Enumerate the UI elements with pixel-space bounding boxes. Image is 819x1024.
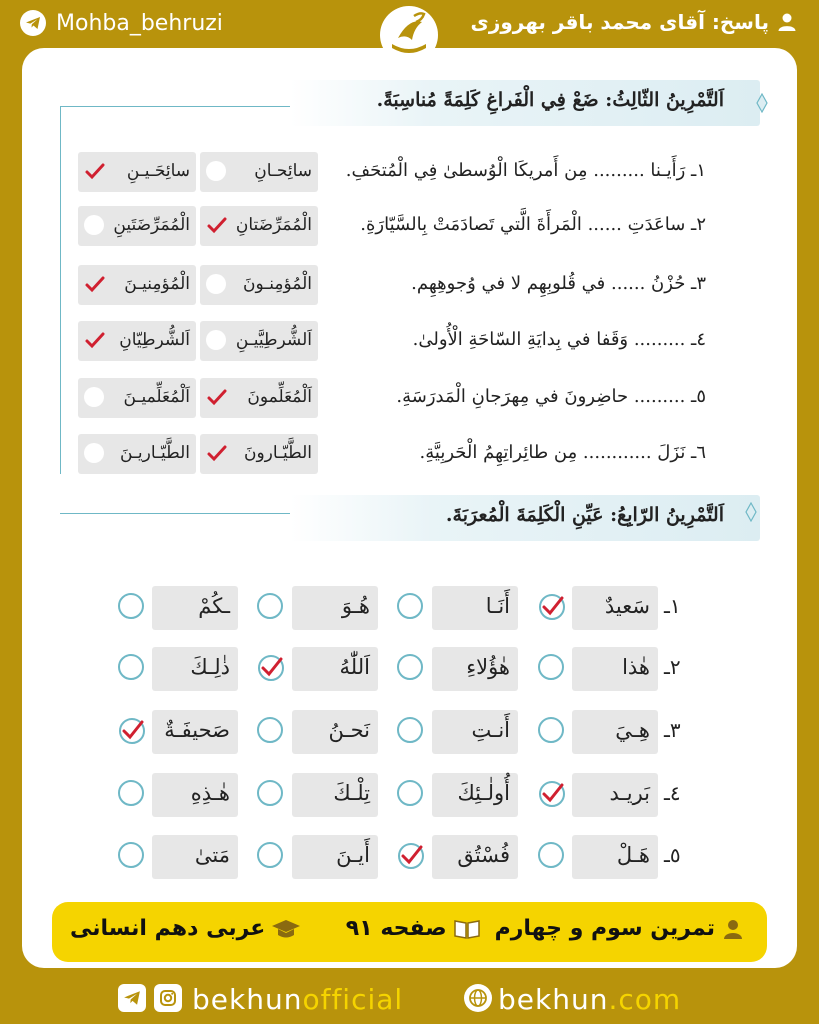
word-box: تِلْـكَ	[292, 773, 378, 817]
word-box: بَريـد	[572, 773, 658, 817]
word-box: اَللّٰهُ	[292, 647, 378, 691]
ex3-option[interactable]: الْمُؤمِنيـنَ	[78, 265, 196, 305]
empty-circle	[206, 274, 226, 294]
empty-circle-icon[interactable]	[538, 842, 564, 868]
ex3-option[interactable]: الطَّيّـاريـنَ	[78, 434, 196, 474]
ex3-option[interactable]: اَلشُّرطِيَّيـنِ	[200, 321, 318, 361]
ex4-row	[0, 835, 819, 879]
section-divider	[60, 106, 61, 474]
empty-circle-icon[interactable]	[118, 593, 144, 619]
empty-circle-icon[interactable]	[257, 593, 283, 619]
row-number: ١ـ	[664, 594, 681, 618]
empty-circle	[84, 443, 104, 463]
answerer-text: پاسخ: آقای محمد باقر بهروزی	[470, 10, 769, 34]
ex3-question: ٣ـ حُزْنُ ...... في قُلوبِهِم لا في وُجوهِهِم.	[411, 273, 706, 294]
section-divider	[60, 513, 290, 514]
ex3-question: ٤ـ ......... وَقَفا في بِدايَةِ السّاحَةِ الْأُولىٰ.	[412, 329, 706, 350]
exercise-4-header	[290, 495, 760, 541]
banner-page: صفحه ۹۱	[345, 916, 447, 941]
check-icon	[206, 214, 228, 236]
ex3-question: ٦ـ نَزَلَ ............ مِن طائِراتِهِمُ الْحَربِيَّةِ.	[419, 442, 706, 463]
telegram-icon	[20, 10, 46, 36]
empty-circle-icon[interactable]	[118, 842, 144, 868]
word-box: سَعيدٌ	[572, 586, 658, 630]
ex3-question: ٥ـ ......... حاضِرونَ في مِهرَجانِ الْمَدرَسَةِ.	[396, 386, 706, 407]
row-number: ٢ـ	[664, 655, 681, 679]
row-number: ٤ـ	[664, 781, 681, 805]
ex4-row	[0, 710, 819, 754]
word-box: مَتىٰ	[152, 835, 238, 879]
word-box: أَنـتِ	[432, 710, 518, 754]
empty-circle	[84, 387, 104, 407]
row-number: ٥ـ	[664, 843, 681, 867]
social-handle[interactable]: bekhunofficial	[192, 983, 404, 1016]
word-box: أَنَـا	[432, 586, 518, 630]
checked-circle-icon[interactable]	[538, 593, 566, 621]
ex4-row	[0, 773, 819, 817]
ex4-row	[0, 647, 819, 691]
checked-circle-icon[interactable]	[257, 654, 285, 682]
word-box: هَـلْ	[572, 835, 658, 879]
word-box: ذٰلِـكَ	[152, 647, 238, 691]
empty-circle-icon[interactable]	[257, 842, 283, 868]
word-box: هِـيَ	[572, 710, 658, 754]
instagram-icon[interactable]	[154, 984, 182, 1012]
ex3-option[interactable]: سائِحَـيـنِ	[78, 152, 196, 192]
word-box: هٰذا	[572, 647, 658, 691]
telegram-handle[interactable]	[20, 10, 223, 36]
ex3-question: ٢ـ ساعَدَتِ ...... الْمَرأَةَ الَّتي تَصادَمَتْ بِالسَّيّارَةِ.	[360, 214, 706, 235]
globe-icon[interactable]	[464, 984, 492, 1012]
student-icon	[721, 917, 745, 941]
word-box: أَيـنَ	[292, 835, 378, 879]
empty-circle	[84, 215, 104, 235]
check-icon	[206, 386, 228, 408]
answerer	[471, 10, 798, 34]
empty-circle-icon[interactable]	[397, 654, 423, 680]
footer	[0, 975, 819, 1024]
handle-text: Mohba_behruzi	[56, 10, 223, 36]
ex4-row	[0, 586, 819, 630]
user-icon	[777, 12, 797, 32]
ex3-option[interactable]: اَلْمُعَلِّميـنَ	[78, 378, 196, 418]
word-box: فُسْتُق	[432, 835, 518, 879]
check-icon	[84, 273, 106, 295]
exercise-3-header	[290, 80, 760, 126]
section-divider	[60, 106, 290, 107]
ex3-row	[78, 378, 706, 418]
empty-circle-icon[interactable]	[538, 654, 564, 680]
ex3-row	[78, 265, 706, 305]
word-box: صَحيفَـةٌ	[152, 710, 238, 754]
word-box: ـكُمْ	[152, 586, 238, 630]
empty-circle-icon[interactable]	[118, 780, 144, 806]
exercise-4-title: اَلتَّمْرِينُ الرّابِعُ: عَيِّنِ الْكَلِمَةَ الْمُعرَبَةَ.	[445, 504, 724, 526]
ex3-row	[78, 152, 706, 192]
lesson-banner	[52, 902, 767, 962]
empty-circle-icon[interactable]	[397, 717, 423, 743]
book-icon	[453, 918, 481, 940]
telegram-icon[interactable]	[118, 984, 146, 1012]
ex3-option[interactable]: الْمُؤمِنـونَ	[200, 265, 318, 305]
empty-circle	[206, 161, 226, 181]
ex3-option[interactable]: الْمُمَرِّضَتانِ	[200, 206, 318, 246]
graduation-cap-icon	[271, 917, 301, 941]
empty-circle-icon[interactable]	[397, 780, 423, 806]
check-icon	[84, 329, 106, 351]
empty-circle-icon[interactable]	[118, 654, 144, 680]
ex3-row	[78, 206, 706, 246]
checked-circle-icon[interactable]	[118, 717, 146, 745]
bekhun-logo-icon	[378, 4, 440, 66]
ex3-option[interactable]: سائِحـانِ	[200, 152, 318, 192]
word-box: نَحـنُ	[292, 710, 378, 754]
ex3-option[interactable]: الْمُمَرِّضَتَينِ	[78, 206, 196, 246]
word-box: هٰـذِهِ	[152, 773, 238, 817]
empty-circle-icon[interactable]	[397, 593, 423, 619]
ex3-option[interactable]: اَلشُّرطِيّانِ	[78, 321, 196, 361]
ex3-option[interactable]: اَلْمُعَلِّمونَ	[200, 378, 318, 418]
ex3-question: ١ـ رَأَيـنا ......... مِن أَمريكَا الْوُسطىٰ فِي الْمُتحَفِ.	[345, 160, 706, 181]
ex3-row	[78, 321, 706, 361]
banner-exercise: تمرین سوم و چهارم صفحه ۹۱	[346, 916, 745, 941]
empty-circle-icon[interactable]	[257, 780, 283, 806]
diamond-icon	[756, 93, 768, 113]
checked-circle-icon[interactable]	[538, 780, 566, 808]
ex3-row	[78, 434, 706, 474]
row-number: ٣ـ	[664, 718, 681, 742]
diamond-icon	[745, 502, 757, 522]
check-icon	[206, 442, 228, 464]
empty-circle-icon[interactable]	[538, 717, 564, 743]
ex3-option[interactable]: الطَّيّـارونَ	[200, 434, 318, 474]
checked-circle-icon[interactable]	[397, 842, 425, 870]
word-box: أُولٰـئِكَ	[432, 773, 518, 817]
word-box: هٰؤُلاءِ	[432, 647, 518, 691]
empty-circle	[206, 330, 226, 350]
word-box: هُـوَ	[292, 586, 378, 630]
check-icon	[84, 160, 106, 182]
exercise-3-title: اَلتَّمْرِينُ الثّالِثُ: ضَعْ فِي الْفَراغِ كَلِمَةً مُناسِبَةً.	[376, 89, 724, 111]
banner-course: عربی دهم انسانی	[70, 916, 301, 941]
empty-circle-icon[interactable]	[257, 717, 283, 743]
website-link[interactable]: bekhun.com	[498, 983, 682, 1016]
